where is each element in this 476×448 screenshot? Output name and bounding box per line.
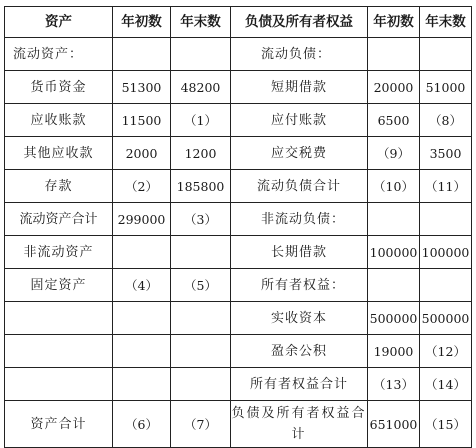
liability-closing	[420, 38, 472, 71]
liability-opening: 100000	[368, 236, 420, 269]
asset-closing: （7）	[171, 401, 231, 448]
liability-opening: （10）	[368, 170, 420, 203]
liability-closing: 3500	[420, 137, 472, 170]
asset-closing: （3）	[171, 203, 231, 236]
liability-closing: （15）	[420, 401, 472, 448]
liability-closing: 500000	[420, 302, 472, 335]
liability-closing	[420, 203, 472, 236]
liability-opening: 500000	[368, 302, 420, 335]
asset-opening: 2000	[113, 137, 171, 170]
asset-label: 非流动资产	[5, 236, 113, 269]
table-row	[5, 170, 472, 203]
table-row	[5, 269, 472, 302]
asset-label: 资产合计	[5, 401, 113, 448]
header-liab-closing: 年末数	[420, 7, 472, 38]
asset-label: 固定资产	[5, 269, 113, 302]
asset-label: 应收账款	[5, 104, 113, 137]
asset-label	[5, 302, 113, 335]
asset-closing: （5）	[171, 269, 231, 302]
asset-opening: （6）	[113, 401, 171, 448]
liability-closing: 100000	[420, 236, 472, 269]
table-row	[5, 236, 472, 269]
liability-label: 非流动负债：	[231, 203, 368, 236]
asset-closing	[171, 38, 231, 71]
asset-label: 其他应收款	[5, 137, 113, 170]
asset-closing	[171, 368, 231, 401]
table-row	[5, 137, 472, 170]
asset-label: 存款	[5, 170, 113, 203]
liability-label: 所有者权益合计	[231, 368, 368, 401]
asset-opening	[113, 368, 171, 401]
header-assets: 资产	[5, 7, 113, 38]
liability-label: 应交税费	[231, 137, 368, 170]
liability-label: 负债及所有者权益合计	[231, 401, 368, 448]
asset-opening: （4）	[113, 269, 171, 302]
asset-opening: 51300	[113, 71, 171, 104]
table-row	[5, 302, 472, 335]
asset-label: 流动资产：	[5, 38, 113, 71]
header-assets-opening: 年初数	[113, 7, 171, 38]
liability-closing: （12）	[420, 335, 472, 368]
liability-label: 流动负债：	[231, 38, 368, 71]
liability-label: 应付账款	[231, 104, 368, 137]
asset-closing: 48200	[171, 71, 231, 104]
asset-label: 流动资产合计	[5, 203, 113, 236]
liability-label: 盈余公积	[231, 335, 368, 368]
asset-closing: 185800	[171, 170, 231, 203]
asset-opening: 299000	[113, 203, 171, 236]
liability-label: 流动负债合计	[231, 170, 368, 203]
asset-opening	[113, 38, 171, 71]
asset-label	[5, 368, 113, 401]
liability-opening: 20000	[368, 71, 420, 104]
asset-label	[5, 335, 113, 368]
asset-opening: 11500	[113, 104, 171, 137]
table-row	[5, 203, 472, 236]
asset-opening	[113, 236, 171, 269]
liability-closing	[420, 269, 472, 302]
asset-opening	[113, 335, 171, 368]
liability-closing: （11）	[420, 170, 472, 203]
liability-opening	[368, 203, 420, 236]
table-row	[5, 71, 472, 104]
header-assets-closing: 年末数	[171, 7, 231, 38]
asset-closing: （1）	[171, 104, 231, 137]
asset-closing: 1200	[171, 137, 231, 170]
liability-label: 短期借款	[231, 71, 368, 104]
liability-label: 长期借款	[231, 236, 368, 269]
table-row	[5, 38, 472, 71]
liability-opening: 19000	[368, 335, 420, 368]
liability-opening	[368, 269, 420, 302]
balance-sheet-table	[4, 6, 472, 448]
asset-closing	[171, 335, 231, 368]
liability-label: 实收资本	[231, 302, 368, 335]
asset-opening: （2）	[113, 170, 171, 203]
liability-label: 所有者权益：	[231, 269, 368, 302]
liability-closing: （14）	[420, 368, 472, 401]
table-row	[5, 335, 472, 368]
liability-opening: 6500	[368, 104, 420, 137]
liability-opening	[368, 38, 420, 71]
liability-opening: （13）	[368, 368, 420, 401]
asset-closing	[171, 302, 231, 335]
liability-opening: （9）	[368, 137, 420, 170]
asset-label: 货币资金	[5, 71, 113, 104]
asset-opening	[113, 302, 171, 335]
liability-closing: 51000	[420, 71, 472, 104]
liability-closing: （8）	[420, 104, 472, 137]
header-liab-opening: 年初数	[368, 7, 420, 38]
table-row	[5, 104, 472, 137]
asset-closing	[171, 236, 231, 269]
table-row	[5, 368, 472, 401]
header-row	[5, 7, 472, 38]
header-liabilities-equity: 负债及所有者权益	[231, 7, 368, 38]
liability-opening: 651000	[368, 401, 420, 448]
